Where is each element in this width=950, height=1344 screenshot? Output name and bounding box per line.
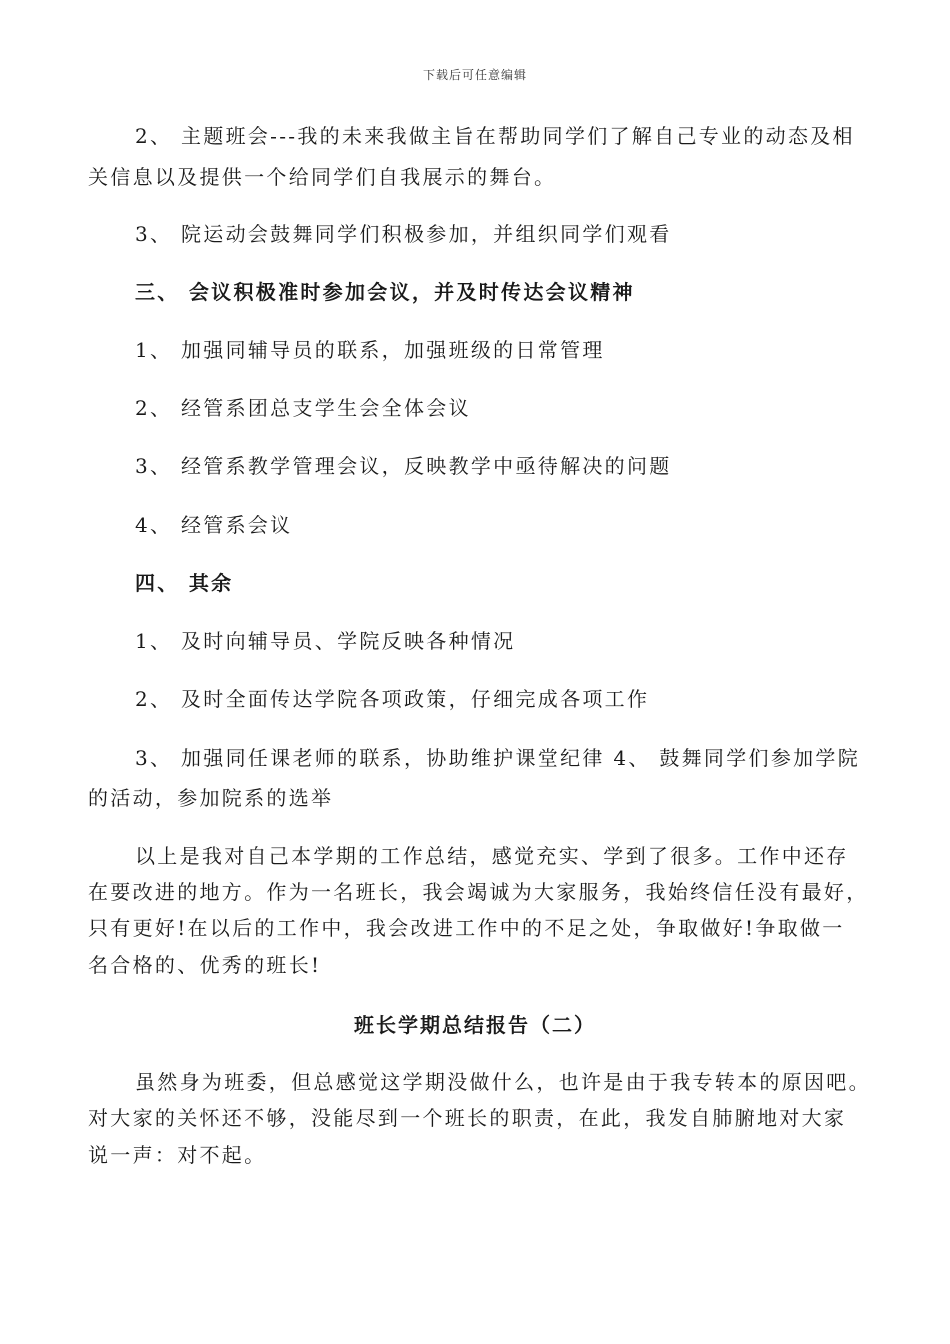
list-item: 2、 及时全面传达学院各项政策，仔细完成各项工作 bbox=[135, 687, 650, 711]
paragraph-line: 关信息以及提供一个给同学们自我展示的舞台。 bbox=[88, 165, 557, 189]
paragraph-line: 只有更好!在以后的工作中，我会改进工作中的不足之处，争取做好!争取做一 bbox=[88, 916, 845, 940]
list-item: 3、 院运动会鼓舞同学们积极参加，并组织同学们观看 bbox=[135, 222, 672, 246]
list-item: 1、 及时向辅导员、学院反映各种情况 bbox=[135, 629, 516, 653]
paragraph-line: 在要改进的地方。作为一名班长，我会竭诚为大家服务，我始终信任没有最好， bbox=[88, 880, 869, 904]
paragraph-line: 说一声：对不起。 bbox=[88, 1143, 267, 1167]
paragraph-line: 虽然身为班委，但总感觉这学期没做什么，也许是由于我专转本的原因吧。 bbox=[135, 1070, 871, 1094]
paragraph-line: 的活动，参加院系的选举 bbox=[88, 786, 334, 810]
paragraph-line: 名合格的、优秀的班长! bbox=[88, 953, 322, 977]
paragraph-line: 2、 主题班会---我的未来我做主旨在帮助同学们了解自己专业的动态及相 bbox=[135, 124, 855, 148]
paragraph-line: 3、 加强同任课老师的联系，协助维护课堂纪律 4、 鼓舞同学们参加学院 bbox=[135, 746, 861, 770]
section-heading: 四、 其余 bbox=[135, 571, 234, 595]
list-item: 3、 经管系教学管理会议，反映教学中亟待解决的问题 bbox=[135, 454, 672, 478]
paragraph-line: 以上是我对自己本学期的工作总结，感觉充实、学到了很多。工作中还存 bbox=[135, 844, 849, 868]
list-item: 1、 加强同辅导员的联系，加强班级的日常管理 bbox=[135, 338, 605, 362]
section-heading: 三、 会议积极准时参加会议，并及时传达会议精神 bbox=[135, 280, 635, 304]
report-title: 班长学期总结报告（二） bbox=[354, 1013, 596, 1037]
paragraph-line: 对大家的关怀还不够，没能尽到一个班长的职责，在此，我发自肺腑地对大家 bbox=[88, 1106, 847, 1130]
list-item: 2、 经管系团总支学生会全体会议 bbox=[135, 396, 471, 420]
list-item: 4、 经管系会议 bbox=[135, 513, 293, 537]
header-note: 下载后可任意编辑 bbox=[422, 68, 527, 82]
